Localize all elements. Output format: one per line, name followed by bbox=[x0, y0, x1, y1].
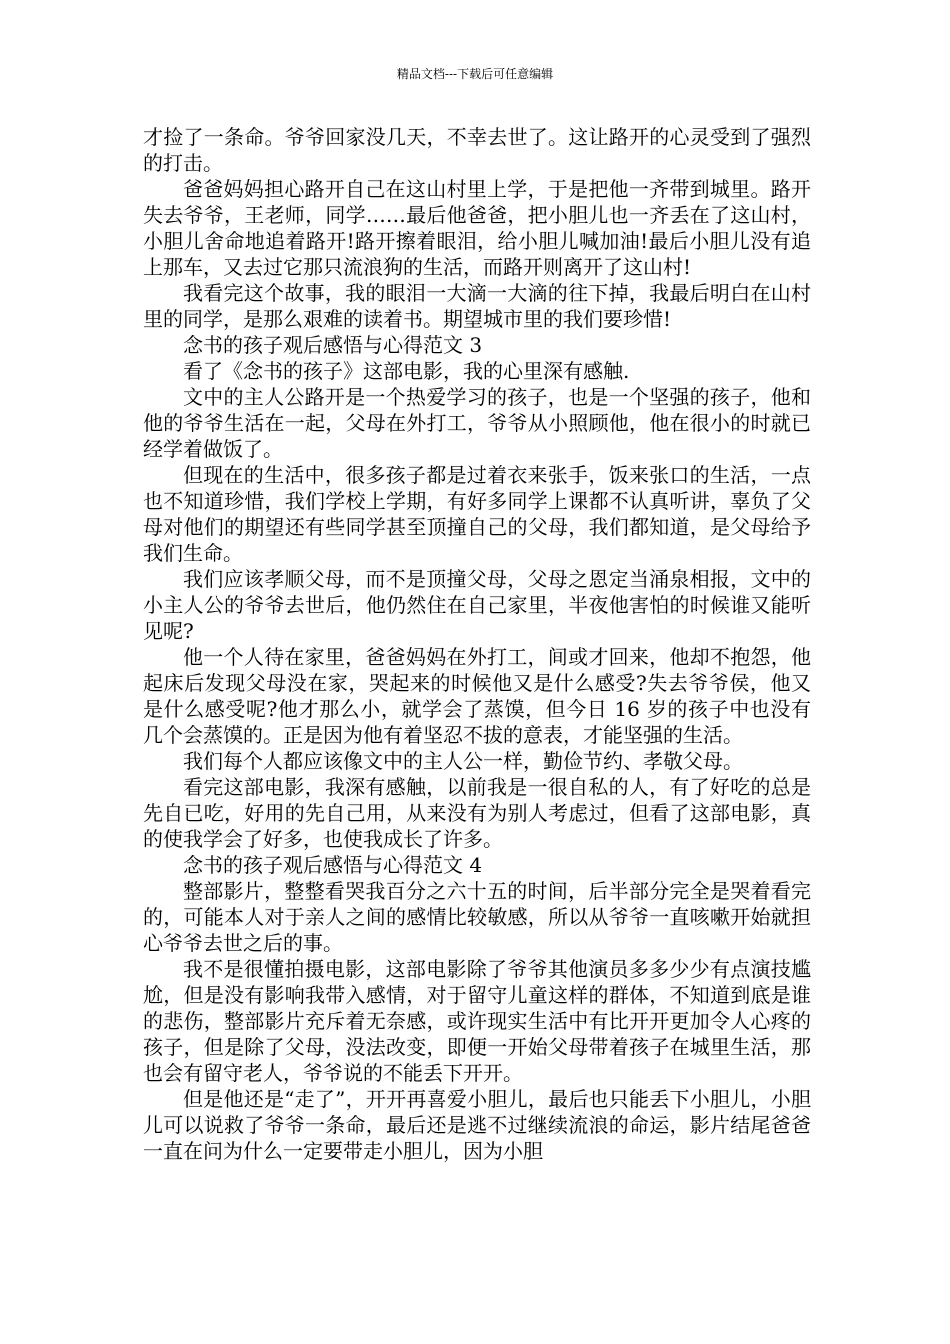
paragraph: 我们应该孝顺父母，而不是顶撞父母，父母之恩定当涌泉相报，文中的小主人公的爷爷去世后，他仍然住在自己家里，半夜他害怕的时候谁又能听见呢? bbox=[143, 567, 811, 643]
page-header: 精品文档---下载后可任意编辑 bbox=[396, 67, 554, 81]
paragraph: 看完这部电影，我深有感触，以前我是一很自私的人，有了好吃的总是先自已吃，好用的先自己用，从来没有为别人考虑过，但看了这部电影，真的使我学会了好多，也使我成长了许多。 bbox=[143, 775, 811, 851]
document-body bbox=[143, 124, 811, 1164]
paragraph: 文中的主人公路开是一个热爱学习的孩子，也是一个坚强的孩子，他和他的爷爷生活在一起，父母在外打工，爷爷从小照顾他，他在很小的时就已经学着做饭了。 bbox=[143, 385, 811, 461]
section-heading: 念书的孩子观后感悟与心得范文 3 bbox=[183, 333, 483, 357]
paragraph: 爸爸妈妈担心路开自己在这山村里上学，于是把他一齐带到城里。路开失去爷爷，王老师，同学……最后他爸爸，把小胆儿也一齐丢在了这山村，小胆儿舍命地追着路开!路开擦着眼泪，给小胆儿喊加油!最后小胆儿没有追上那车，又去过它那只流浪狗的生活，而路开则离开了这山村! bbox=[143, 177, 811, 279]
section-heading: 念书的孩子观后感悟与心得范文 4 bbox=[183, 853, 483, 877]
paragraph: 我们每个人都应该像文中的主人公一样，勤俭节约、孝敬父母。 bbox=[183, 749, 743, 773]
paragraph: 整部影片，整整看哭我百分之六十五的时间，后半部分完全是哭着看完的，可能本人对于亲人之间的感情比较敏感，所以从爷爷一直咳嗽开始就担心爷爷去世之后的事。 bbox=[143, 879, 811, 955]
paragraph: 看了《念书的孩子》这部电影，我的心里深有感触. bbox=[183, 359, 630, 383]
paragraph: 但现在的生活中，很多孩子都是过着衣来张手，饭来张口的生活，一点也不知道珍惜，我们学校上学期，有好多同学上课都不认真听讲，辜负了父母对他们的期望还有些同学甚至顶撞自己的父母，我们都知道，是父母给予我们生命。 bbox=[143, 463, 811, 565]
paragraph: 但是他还是“走了”，开开再喜爱小胆儿，最后也只能丢下小胆儿，小胆儿可以说救了爷爷一条命，最后还是逃不过继续流浪的命运，影片结尾爸爸一直在问为什么一定要带走小胆儿，因为小胆 bbox=[143, 1087, 811, 1163]
paragraph: 我不是很懂拍摄电影，这部电影除了爷爷其他演员多多少少有点演技尴尬，但是没有影响我带入感情，对于留守儿童这样的群体，不知道到底是谁的悲伤，整部影片充斥着无奈感，或许现实生活中有比开开更加令人心疼的孩子，但是除了父母，没法改变，即便一开始父母带着孩子在城里生活，那也会有留守老人，爷爷说的不能丢下开开。 bbox=[143, 957, 811, 1085]
paragraph: 才捡了一条命。爷爷回家没几天，不幸去世了。这让路开的心灵受到了强烈的打击。 bbox=[143, 125, 811, 175]
paragraph: 他一个人待在家里，爸爸妈妈在外打工，间或才回来，他却不抱怨，他起床后发现父母没在家，哭起来的时候他又是什么感受?失去爷爷侯，他又是什么感受呢?他才那么小，就学会了蒸馍，但今日 16 岁的孩子中也没有几个会蒸馍的。正是因为他有着坚忍不拔的意表，才能坚强的生活。 bbox=[143, 645, 811, 747]
paragraph: 我看完这个故事，我的眼泪一大滴一大滴的往下掉，我最后明白在山村里的同学，是那么艰难的读着书。期望城市里的我们要珍惜! bbox=[143, 281, 811, 331]
